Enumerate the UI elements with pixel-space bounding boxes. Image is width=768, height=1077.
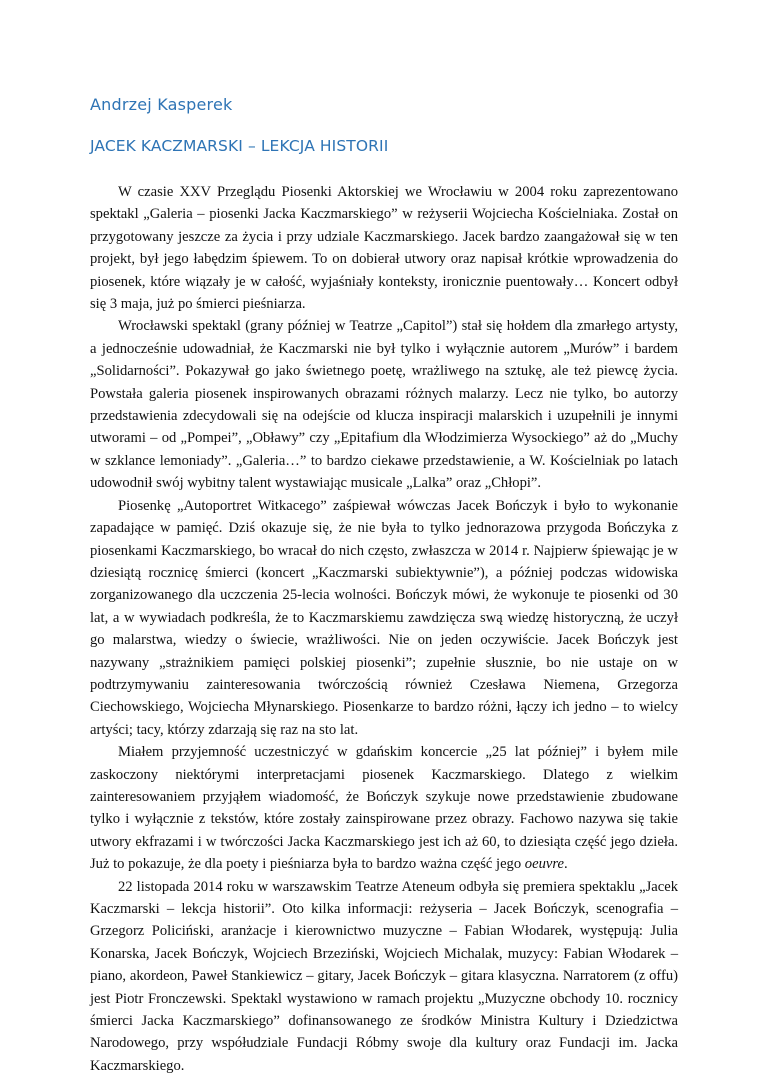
article-body: [90, 181, 678, 1077]
italic-term: oeuvre: [524, 856, 564, 873]
author-name: Andrzej Kasperek: [90, 95, 233, 114]
paragraph: W czasie XXV Przeglądu Piosenki Aktorskiej we Wrocławiu w 2004 roku zaprezentowano spektakl „Galeria – piosenki Jacka Kaczmarskiego” w reżyserii Wojciecha Kościelniaka. Został on przygotowany jeszcze za życia i przy udziale Kaczmarskiego. Jacek bardzo zaangażował się w ten projekt, był jego łabędzim śpiewem. To on dobierał utwory oraz napisał krótkie wprowadzenia do piosenek, które wiązały je w całość, wyjaśniały konteksty, ironicznie puentowały… Koncert odbył się 3 maja, już po śmierci pieśniarza.: [90, 184, 678, 313]
paragraph: Piosenkę „Autoportret Witkacego” zaśpiewał wówczas Jacek Bończyk i było to wykonanie zapadające w pamięć. Dziś okazuje się, że nie była to tylko jednorazowa przygoda Bończyka z piosenkami Kaczmarskiego, bo wracał do nich często, zwłaszcza w 2014 r. Najpierw śpiewając je w dziesiątą rocznicę śmierci (koncert „Kaczmarski subiektywnie”), a później podczas widowiska zorganizowanego dla uczczenia 25-lecia wolności. Bończyk mówi, że wykonuje te piosenki od 30 lat, a w wywiadach podkreśla, że to Kaczmarskiemu zawdzięcza swą wiedzę historyczną, że uczył go malarstwa, wiedzy o świecie, wrażliwości. Nie on jeden oczywiście. Jacek Bończyk jest nazywany „strażnikiem pamięci polskiej piosenki”; zupełnie słusznie, bo nie ustaje on w podtrzymywaniu zainteresowania twórczością również Czesława Niemena, Grzegorza Ciechowskiego, Wojciecha Młynarskiego. Piosenkarze to bardzo różni, łączy ich jedno – to wielcy artyści; tacy, którzy zdarzają się raz na sto lat.: [90, 497, 678, 738]
paragraph: Wrocławski spektakl (grany później w Teatrze „Capitol”) stał się hołdem dla zmarłego artysty, a jednocześnie udowadniał, że Kaczmarski nie był tylko i wyłącznie autorem „Murów” i bardem „Solidarności”. Pokazywał go jako świetnego poetę, wrażliwego na sztukę, ale też piewcę życia. Powstała galeria piosenek inspirowanych obrazami różnych malarzy. Lecz nie tylko, bo autorzy przedstawienia zdecydowali się na odejście od klucza inspiracji malarskich i uzupełnili je innymi utworami – od „Pompei”, „Obławy” czy „Epitafium dla Włodzimierza Wysockiego” aż do „Muchy w szklance lemoniady”. „Galeria…” to bardzo ciekawe przedstawienie, a W. Kościelniak po latach udowodnił swój wybitny talent wystawiając musicale „Lalka” oraz „Chłopi”.: [90, 318, 678, 492]
article-title: JACEK KACZMARSKI – LEKCJA HISTORII: [90, 137, 389, 155]
paragraph: Miałem przyjemność uczestniczyć w gdańskim koncercie „25 lat później” i byłem mile zaskoczony niektórymi interpretacjami piosenek Kaczmarskiego. Dlatego z wielkim zainteresowaniem przyjąłem wiadomość, że Bończyk szykuje nowe przedstawienie zbudowane tylko i wyłącznie z tekstów, które zostały zainspirowane przez obrazy. Fachowo nazywa się takie utwory ekfrazami i w twórczości Jacka Kaczmarskiego jest ich aż 60, to dziesiąta część jego dzieła. Już to pokazuje, że dla poety i pieśniarza była to bardzo ważna część jego oeuvre.: [90, 744, 678, 873]
paragraph: 22 listopada 2014 roku w warszawskim Teatrze Ateneum odbyła się premiera spektaklu „Jacek Kaczmarski – lekcja historii”. Oto kilka informacji: reżyseria – Jacek Bończyk, scenografia – Grzegorz Policiński, aranżacje i kierownictwo muzyczne – Fabian Włodarek, występują: Julia Konarska, Jacek Bończyk, Wojciech Brzeziński, Wojciech Michalak, muzycy: Fabian Włodarek – piano, akordeon, Paweł Stankiewicz – gitary, Jacek Bończyk – gitara klasyczna. Narratorem (z offu) jest Piotr Fronczewski. Spektakl wystawiono w ramach projektu „Muzyczne obchody 10. rocznicy śmierci Jacka Kaczmarskiego” dofinansowanego ze środków Ministra Kultury i Dziedzictwa Narodowego, przy współudziale Fundacji Róbmy swoje dla kultury oraz Fundacji im. Jacka Kaczmarskiego.: [90, 878, 678, 1074]
